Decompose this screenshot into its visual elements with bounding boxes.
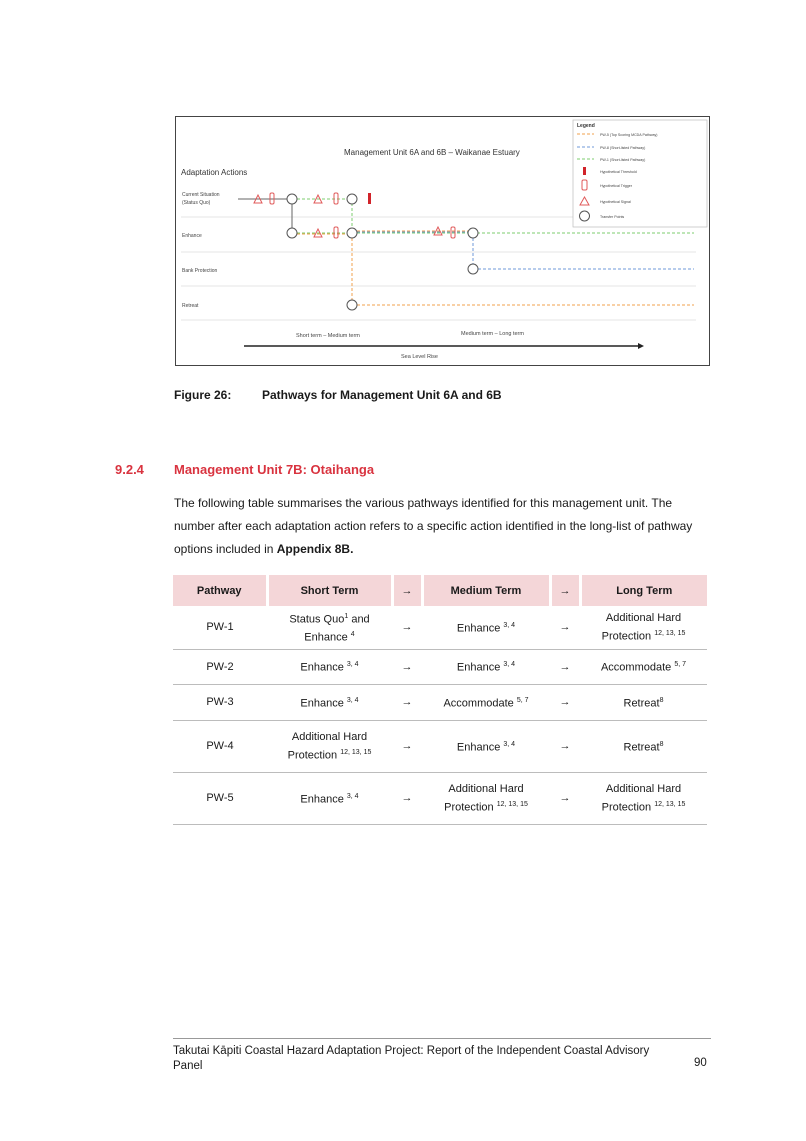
- arrow-cell: →: [550, 649, 580, 684]
- arrow-cell: →: [550, 606, 580, 649]
- axis-arrowhead-icon: [638, 343, 644, 349]
- legend-title: Legend: [577, 123, 595, 129]
- row-label-current: Current Situation: [182, 192, 220, 198]
- short-term-cell: Enhance $^{3, 4}$: [267, 649, 392, 684]
- short-term-cell: Enhance $^{3, 4}$: [267, 684, 392, 720]
- pw8-pathway-line: [357, 232, 694, 269]
- header-arrow-1: →: [392, 575, 422, 606]
- row-label-enhance: Enhance: [182, 233, 202, 239]
- pathway-cell: PW-1: [173, 606, 267, 649]
- footer-divider: [173, 1038, 711, 1039]
- legend-threshold-icon: [583, 167, 586, 175]
- arrow-cell: →: [392, 720, 422, 772]
- legend-trigger-label: Hypothetical Trigger: [600, 184, 632, 188]
- long-term-cell: Accommodate $^{5, 7}$: [580, 649, 707, 684]
- figure-caption-text: Pathways for Management Unit 6A and 6B: [262, 388, 502, 402]
- page-number: 90: [694, 1057, 707, 1069]
- pathways-diagram: [176, 117, 709, 365]
- pathways-figure: [175, 116, 710, 366]
- header-long-term: Long Term: [580, 575, 707, 606]
- section-number: 9.2.4: [115, 462, 144, 477]
- arrow-cell: →: [392, 684, 422, 720]
- pathway-cell: PW-4: [173, 720, 267, 772]
- row-label-bank-protection: Bank Protection: [182, 268, 218, 274]
- arrow-cell: →: [392, 606, 422, 649]
- row-label-status-quo: (Status Quo): [182, 200, 211, 206]
- section-paragraph: [174, 492, 714, 561]
- arrow-cell: →: [550, 684, 580, 720]
- table-row: [173, 684, 707, 720]
- long-term-cell: Additional Hard Protection $^{12, 13, 15}$: [580, 606, 707, 649]
- medium-term-cell: Enhance $^{3, 4}$: [422, 606, 550, 649]
- appendix-reference: Appendix 8B.: [276, 542, 354, 556]
- section-title: Management Unit 7B: Otaihanga: [174, 462, 375, 477]
- header-pathway: Pathway: [173, 575, 267, 606]
- figure-number: Figure 26:: [174, 388, 232, 402]
- header-medium-term: Medium Term: [422, 575, 550, 606]
- header-short-term: Short Term: [267, 575, 392, 606]
- table-header-row: [173, 575, 707, 606]
- arrow-cell: →: [550, 720, 580, 772]
- legend-threshold-label: Hypothetical Threshold: [600, 170, 637, 174]
- short-term-cell: Additional Hard Protection $^{12, 13, 15}$: [267, 720, 392, 772]
- table-row: [173, 772, 707, 824]
- table-row: [173, 720, 707, 772]
- pathway-cell: PW-5: [173, 772, 267, 824]
- long-term-cell: Additional Hard Protection $^{12, 13, 15}$: [580, 772, 707, 824]
- legend-pw1-label: PW-1 (Short-listed Pathway): [600, 158, 646, 162]
- figure-title: Management Unit 6A and 6B – Waikanae Estuary: [344, 148, 520, 157]
- table-body: [173, 606, 707, 824]
- arrow-cell: →: [550, 772, 580, 824]
- arrow-cell: →: [392, 649, 422, 684]
- timeline-short-medium: Short term – Medium term: [296, 333, 360, 339]
- pathway-cell: PW-3: [173, 684, 267, 720]
- table-row: [173, 649, 707, 684]
- header-arrow-2: →: [550, 575, 580, 606]
- table-row: [173, 606, 707, 649]
- long-term-cell: Retreat$^8$: [580, 720, 707, 772]
- long-term-cell: Retreat$^8$: [580, 684, 707, 720]
- pathway-cell: PW-2: [173, 649, 267, 684]
- medium-term-cell: Accommodate $^{5, 7}$: [422, 684, 550, 720]
- status-quo-line: [238, 199, 292, 233]
- threshold-icon: [368, 193, 371, 204]
- legend-pw8-label: PW-8 (Short-listed Pathway): [600, 146, 646, 150]
- footer-text: Takutai Kāpiti Coastal Hazard Adaptation Project: Report of the Independent Coastal Advisory Panel: [173, 1045, 650, 1072]
- medium-term-cell: Enhance $^{3, 4}$: [422, 720, 550, 772]
- adaptation-actions-heading: Adaptation Actions: [181, 168, 248, 177]
- legend-transfer-label: Transfer Points: [600, 215, 625, 219]
- legend: [573, 120, 707, 227]
- legend-pw5-label: PW-5 (Top Scoring MCDA Pathway): [600, 133, 658, 137]
- short-term-cell: Status Quo$^1$ and Enhance $^4$: [267, 606, 392, 649]
- sea-level-rise-label: Sea Level Rise: [401, 354, 438, 360]
- figure-caption: [174, 388, 502, 402]
- medium-term-cell: Enhance $^{3, 4}$: [422, 649, 550, 684]
- row-label-retreat: Retreat: [182, 303, 199, 309]
- pathways-table: [173, 575, 707, 825]
- paragraph-text: The following table summarises the various pathways identified for this management unit. The number after each adaptation action refers to a specific action identified in the long-list of pathway options included in: [174, 496, 693, 556]
- short-term-cell: Enhance $^{3, 4}$: [267, 772, 392, 824]
- legend-signal-label: Hypothetical Signal: [600, 200, 631, 204]
- medium-term-cell: Additional Hard Protection $^{12, 13, 15}$: [422, 772, 550, 824]
- timeline-medium-long: Medium term – Long term: [461, 331, 524, 337]
- arrow-cell: →: [392, 772, 422, 824]
- pw5-pathway-line: [297, 231, 694, 305]
